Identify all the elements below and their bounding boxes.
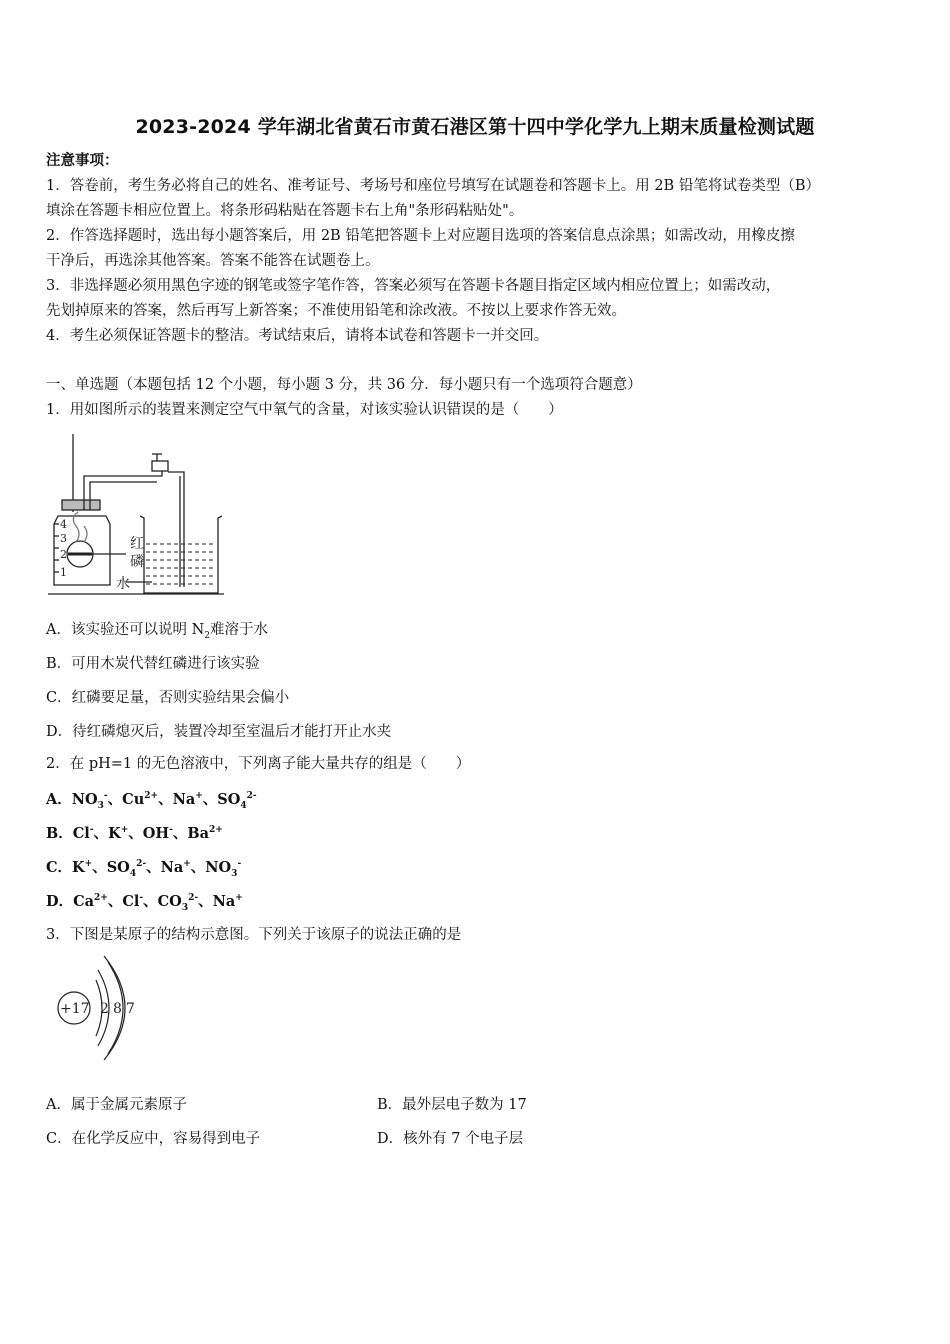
notice-line: 3．非选择题必须用黑色字迹的钢笔或签字笔作答，答案必须写在答题卡各题目指定区域内相应位置上；如需改动， bbox=[46, 278, 781, 294]
shell-electrons: 7 bbox=[126, 1001, 135, 1017]
notice-heading: 注意事项： bbox=[46, 152, 119, 169]
q3-option-b: B．最外层电子数为 17 bbox=[377, 1097, 527, 1113]
q2-option-d: D．$Ca^{2+}$、Cl-、$CO_3^{2-}$、Na+ bbox=[46, 893, 243, 913]
atom-structure-figure bbox=[50, 950, 150, 1065]
q3-option-a: A．属于金属元素原子 bbox=[46, 1097, 187, 1113]
q3-option-d: D．核外有 7 个电子层 bbox=[377, 1131, 524, 1147]
oxygen-apparatus-figure bbox=[46, 432, 236, 602]
question-1-stem: 1．用如图所示的装置来测定空气中氧气的含量，对该实验认识错误的是（ ） bbox=[46, 402, 563, 418]
notice-line: 先划掉原来的答案，然后再写上新答案；不准使用铅笔和涂改液。不按以上要求作答无效。 bbox=[46, 303, 626, 319]
notice-line: 填涂在答题卡相应位置上。将条形码粘贴在答题卡右上角"条形码粘贴处"。 bbox=[46, 203, 524, 219]
q3-option-c: C．在化学反应中，容易得到电子 bbox=[46, 1131, 261, 1147]
water-label: 水 bbox=[116, 576, 130, 592]
section-heading: 一、单选题（本题包括 12 个小题，每小题 3 分，共 36 分．每小题只有一个选项符合题意） bbox=[46, 377, 642, 393]
shell-electrons: 2 bbox=[100, 1001, 109, 1017]
q1-option-a: A．该实验还可以说明 $N_2$难溶于水 bbox=[46, 622, 269, 641]
q1-option-b: B．可用木炭代替红磷进行该实验 bbox=[46, 656, 260, 672]
notice-line: 4．考生必须保证答题卡的整洁。考试结束后，请将本试卷和答题卡一并交回。 bbox=[46, 328, 549, 344]
q2-option-a: A．$NO_3^-$、$Cu^{2+}$、Na+、$SO_4^{2-}$ bbox=[46, 791, 257, 811]
q1-option-d: D．待红磷熄灭后，装置冷却至室温后才能打开止水夹 bbox=[46, 724, 392, 740]
q2-option-b: B．Cl-、K+、OH-、$Ba^{2+}$ bbox=[46, 825, 223, 842]
scale-mark: 4 bbox=[60, 518, 67, 531]
page-title: 2023-2024 学年湖北省黄石市黄石港区第十四中学化学九上期末质量检测试题 bbox=[135, 116, 815, 138]
question-3-stem: 3．下图是某原子的结构示意图。下列关于该原子的说法正确的是 bbox=[46, 927, 462, 943]
shell-electrons: 8 bbox=[113, 1001, 122, 1017]
q2-option-c: C．K+、$SO_4^{2-}$、Na+、$NO_3^-$ bbox=[46, 859, 242, 879]
scale-mark: 2 bbox=[60, 548, 67, 561]
nucleus-charge: +17 bbox=[60, 1001, 90, 1017]
question-2-stem: 2．在 pH=1 的无色溶液中，下列离子能大量共存的组是（ ） bbox=[46, 756, 471, 772]
phosphorus-label: 红 bbox=[130, 536, 144, 552]
scale-mark: 3 bbox=[60, 532, 67, 545]
q1-option-c: C．红磷要足量，否则实验结果会偏小 bbox=[46, 690, 290, 706]
scale-mark: 1 bbox=[60, 566, 67, 579]
notice-line: 1．答卷前，考生务必将自己的姓名、准考证号、考场号和座位号填写在试题卷和答题卡上。用 2B 铅笔将试卷类型（B） bbox=[46, 178, 820, 194]
notice-line: 干净后，再选涂其他答案。答案不能答在试题卷上。 bbox=[46, 253, 380, 269]
notice-line: 2．作答选择题时，选出每小题答案后，用 2B 铅笔把答题卡上对应题目选项的答案信息点涂黑；如需改动，用橡皮擦 bbox=[46, 228, 795, 244]
phosphorus-label: 磷 bbox=[130, 554, 144, 570]
